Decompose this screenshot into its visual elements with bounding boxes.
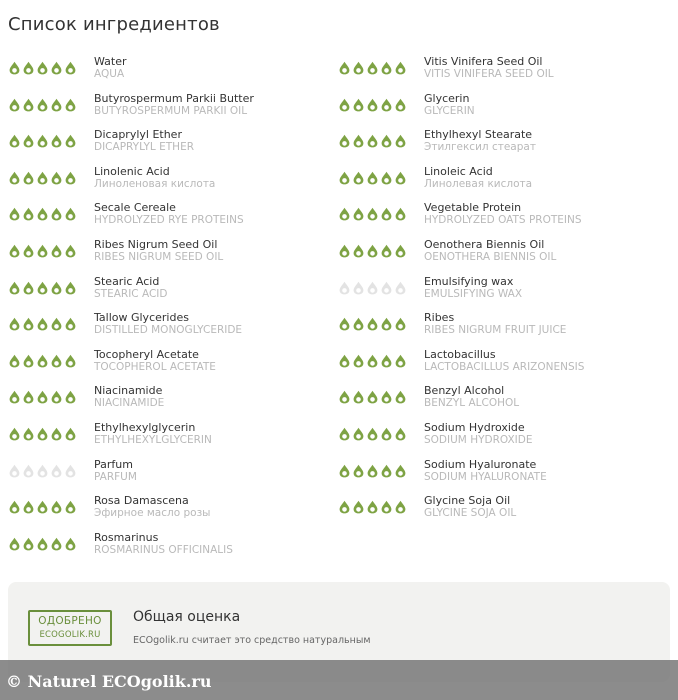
drop-icon bbox=[36, 500, 49, 514]
ingredient-item[interactable] bbox=[338, 90, 668, 127]
ingredient-inci-name: HYDROLYZED RYE PROTEINS bbox=[94, 214, 244, 227]
drop-icon bbox=[8, 464, 21, 478]
drop-icon bbox=[36, 281, 49, 295]
ingredient-item[interactable] bbox=[8, 382, 338, 419]
drop-icon bbox=[352, 281, 365, 295]
drop-icon bbox=[36, 464, 49, 478]
ingredient-name[interactable]: Niacinamide bbox=[94, 384, 163, 398]
drop-icon bbox=[50, 61, 63, 75]
drop-icon bbox=[50, 171, 63, 185]
ingredient-name[interactable]: Lactobacillus bbox=[424, 347, 496, 361]
ingredients-right-column bbox=[338, 53, 668, 529]
drop-icon bbox=[8, 98, 21, 112]
drop-icon bbox=[36, 134, 49, 148]
ingredient-name[interactable]: Ethylhexyl Stearate bbox=[424, 128, 533, 142]
drop-icon bbox=[338, 281, 351, 295]
drop-icon bbox=[64, 464, 77, 478]
drop-icon bbox=[8, 427, 21, 441]
drop-icon bbox=[64, 390, 77, 404]
ingredient-inci-name: Линоленовая кислота bbox=[94, 177, 216, 190]
drop-icon bbox=[352, 207, 365, 221]
drop-icon bbox=[394, 98, 407, 112]
ingredient-inci-name: GLYCERIN bbox=[424, 104, 475, 117]
drop-icon bbox=[8, 500, 21, 514]
ingredient-name[interactable]: Linoleic Acid bbox=[424, 164, 493, 178]
ingredient-rating bbox=[338, 207, 407, 221]
drop-icon bbox=[50, 207, 63, 221]
drop-icon bbox=[64, 98, 77, 112]
ingredient-inci-name: ETHYLHEXYLGLYCERIN bbox=[94, 433, 212, 446]
drop-icon bbox=[8, 207, 21, 221]
ingredient-rating bbox=[338, 500, 407, 514]
ingredient-item[interactable] bbox=[338, 199, 668, 236]
drop-icon bbox=[50, 281, 63, 295]
drop-icon bbox=[64, 171, 77, 185]
ingredient-name[interactable]: Vegetable Protein bbox=[424, 201, 522, 215]
drop-icon bbox=[36, 427, 49, 441]
ingredient-name[interactable]: Glycine Soja Oil bbox=[424, 494, 511, 508]
drop-icon bbox=[22, 427, 35, 441]
ingredient-rating bbox=[8, 134, 77, 148]
drop-icon bbox=[394, 354, 407, 368]
ingredient-name[interactable]: Ethylhexylglycerin bbox=[94, 420, 196, 434]
drop-icon bbox=[352, 427, 365, 441]
drop-icon bbox=[380, 98, 393, 112]
ingredient-inci-name: DISTILLED MONOGLYCERIDE bbox=[94, 324, 243, 337]
ingredient-item[interactable] bbox=[338, 126, 668, 163]
ingredient-rating bbox=[8, 171, 77, 185]
drop-icon bbox=[50, 537, 63, 551]
ingredient-name[interactable]: Dicaprylyl Ether bbox=[94, 128, 182, 142]
ingredient-item[interactable] bbox=[8, 309, 338, 346]
drop-icon bbox=[352, 134, 365, 148]
drop-icon bbox=[50, 390, 63, 404]
ingredient-inci-name: Этилгексил стеарат bbox=[424, 141, 536, 154]
drop-icon bbox=[338, 354, 351, 368]
drop-icon bbox=[338, 244, 351, 258]
drop-icon bbox=[352, 171, 365, 185]
drop-icon bbox=[380, 500, 393, 514]
ingredient-inci-name: ROSMARINUS OFFICINALIS bbox=[94, 543, 233, 556]
ingredient-item[interactable] bbox=[338, 309, 668, 346]
ingredient-rating bbox=[338, 464, 407, 478]
ingredient-inci-name: Эфирное масло розы bbox=[94, 507, 211, 520]
ingredient-rating bbox=[8, 61, 77, 75]
drop-icon bbox=[338, 317, 351, 331]
drop-icon bbox=[394, 427, 407, 441]
watermark-text: © Naturel ECOgolik.ru bbox=[6, 672, 212, 691]
drop-icon bbox=[50, 427, 63, 441]
ingredient-rating bbox=[8, 390, 77, 404]
drop-icon bbox=[366, 500, 379, 514]
ingredient-item[interactable] bbox=[338, 492, 668, 529]
ingredient-rating bbox=[8, 464, 77, 478]
ingredient-rating bbox=[8, 317, 77, 331]
ingredient-item[interactable] bbox=[338, 419, 668, 456]
drop-icon bbox=[338, 464, 351, 478]
ingredient-name[interactable]: Parfum bbox=[94, 457, 133, 471]
drop-icon bbox=[22, 281, 35, 295]
overall-rating-title: Общая оценка bbox=[133, 609, 241, 625]
ingredient-name[interactable]: Ribes bbox=[424, 311, 455, 325]
ingredient-inci-name: VITIS VINIFERA SEED OIL bbox=[424, 68, 554, 80]
drop-icon bbox=[380, 207, 393, 221]
drop-icon bbox=[352, 354, 365, 368]
ingredient-item[interactable] bbox=[8, 346, 338, 383]
drop-icon bbox=[36, 537, 49, 551]
drop-icon bbox=[352, 61, 365, 75]
drop-icon bbox=[64, 207, 77, 221]
drop-icon bbox=[36, 244, 49, 258]
drop-icon bbox=[366, 61, 379, 75]
ingredient-rating bbox=[8, 244, 77, 258]
drop-icon bbox=[50, 500, 63, 514]
ingredient-item[interactable] bbox=[8, 273, 338, 310]
drop-icon bbox=[394, 390, 407, 404]
drop-icon bbox=[8, 317, 21, 331]
ingredient-inci-name: TOCOPHEROL ACETATE bbox=[94, 360, 216, 373]
drop-icon bbox=[50, 244, 63, 258]
drop-icon bbox=[338, 390, 351, 404]
ingredient-rating bbox=[8, 207, 77, 221]
drop-icon bbox=[352, 98, 365, 112]
drop-icon bbox=[366, 207, 379, 221]
drop-icon bbox=[394, 207, 407, 221]
drop-icon bbox=[366, 427, 379, 441]
drop-icon bbox=[380, 317, 393, 331]
ingredient-inci-name: BUTYROSPERMUM PARKII OIL bbox=[94, 104, 248, 117]
drop-icon bbox=[380, 134, 393, 148]
drop-icon bbox=[366, 354, 379, 368]
ingredient-name[interactable]: Butyrospermum Parkii Butter bbox=[94, 91, 254, 105]
ingredient-rating bbox=[338, 61, 407, 75]
ingredient-rating bbox=[338, 281, 407, 295]
drop-icon bbox=[36, 98, 49, 112]
drop-icon bbox=[352, 500, 365, 514]
drop-icon bbox=[8, 281, 21, 295]
drop-icon bbox=[366, 317, 379, 331]
ingredient-inci-name: HYDROLYZED OATS PROTEINS bbox=[424, 214, 582, 227]
drop-icon bbox=[64, 244, 77, 258]
ingredient-name[interactable]: Emulsifying wax bbox=[424, 274, 514, 288]
drop-icon bbox=[352, 390, 365, 404]
ingredient-inci-name: OENOTHERA BIENNIS OIL bbox=[424, 250, 557, 263]
drop-icon bbox=[380, 281, 393, 295]
stamp-line1: ОДОБРЕНО bbox=[38, 615, 102, 627]
drop-icon bbox=[394, 134, 407, 148]
drop-icon bbox=[36, 207, 49, 221]
drop-icon bbox=[64, 317, 77, 331]
drop-icon bbox=[394, 317, 407, 331]
ingredient-inci-name: SODIUM HYALURONATE bbox=[424, 470, 547, 483]
ingredient-inci-name: EMULSIFYING WAX bbox=[424, 287, 523, 300]
ingredient-item[interactable] bbox=[338, 273, 668, 310]
drop-icon bbox=[64, 281, 77, 295]
ingredient-rating bbox=[338, 98, 407, 112]
drop-icon bbox=[380, 464, 393, 478]
drop-icon bbox=[394, 281, 407, 295]
stamp-line2: ECOGOLIK.RU bbox=[39, 630, 101, 640]
drop-icon bbox=[394, 171, 407, 185]
drop-icon bbox=[64, 61, 77, 75]
drop-icon bbox=[36, 390, 49, 404]
ingredient-name[interactable]: Sodium Hyaluronate bbox=[424, 457, 537, 471]
ingredient-rating bbox=[338, 134, 407, 148]
drop-icon bbox=[36, 61, 49, 75]
ingredient-item[interactable] bbox=[338, 456, 668, 493]
ingredient-rating bbox=[338, 390, 407, 404]
drop-icon bbox=[338, 427, 351, 441]
ingredient-name[interactable]: Oenothera Biennis Oil bbox=[424, 237, 545, 251]
drop-icon bbox=[352, 244, 365, 258]
drop-icon bbox=[8, 537, 21, 551]
ingredient-inci-name: RIBES NIGRUM FRUIT JUICE bbox=[424, 324, 567, 337]
drop-icon bbox=[366, 134, 379, 148]
ingredient-inci-name: SODIUM HYDROXIDE bbox=[424, 433, 533, 446]
ingredient-name[interactable]: Rosmarinus bbox=[94, 530, 159, 544]
ingredient-item[interactable] bbox=[338, 346, 668, 383]
ingredient-rating bbox=[338, 171, 407, 185]
drop-icon bbox=[352, 464, 365, 478]
ingredient-rating bbox=[8, 281, 77, 295]
approved-stamp bbox=[28, 610, 112, 646]
drop-icon bbox=[380, 61, 393, 75]
drop-icon bbox=[22, 317, 35, 331]
ingredient-name[interactable]: Rosa Damascena bbox=[94, 494, 189, 508]
ingredient-item[interactable] bbox=[8, 529, 338, 566]
drop-icon bbox=[22, 207, 35, 221]
drop-icon bbox=[36, 171, 49, 185]
ingredient-inci-name: DICAPRYLYL ETHER bbox=[94, 141, 194, 154]
ingredient-name[interactable]: Secale Cereale bbox=[94, 201, 176, 215]
ingredient-rating bbox=[8, 427, 77, 441]
drop-icon bbox=[394, 464, 407, 478]
drop-icon bbox=[64, 427, 77, 441]
ingredient-item[interactable] bbox=[8, 163, 338, 200]
drop-icon bbox=[394, 500, 407, 514]
ingredient-item[interactable] bbox=[8, 90, 338, 127]
drop-icon bbox=[338, 61, 351, 75]
drop-icon bbox=[8, 244, 21, 258]
ingredient-name[interactable]: Benzyl Alcohol bbox=[424, 384, 505, 398]
drop-icon bbox=[22, 134, 35, 148]
drop-icon bbox=[8, 171, 21, 185]
ingredient-item[interactable] bbox=[8, 53, 338, 90]
ingredient-rating bbox=[338, 427, 407, 441]
drop-icon bbox=[338, 207, 351, 221]
drop-icon bbox=[394, 244, 407, 258]
drop-icon bbox=[64, 500, 77, 514]
drop-icon bbox=[22, 61, 35, 75]
drop-icon bbox=[366, 281, 379, 295]
drop-icon bbox=[36, 317, 49, 331]
ingredient-rating bbox=[8, 537, 77, 551]
ingredient-name[interactable]: Glycerin bbox=[424, 91, 470, 105]
drop-icon bbox=[50, 317, 63, 331]
ingredient-inci-name: Линолевая кислота bbox=[424, 177, 533, 190]
drop-icon bbox=[50, 464, 63, 478]
overall-rating-text: ECOgolik.ru считает это средство натуральным bbox=[133, 635, 371, 646]
ingredient-item[interactable] bbox=[338, 382, 668, 419]
ingredient-name[interactable]: Linolenic Acid bbox=[94, 164, 170, 178]
drop-icon bbox=[22, 171, 35, 185]
drop-icon bbox=[380, 390, 393, 404]
drop-icon bbox=[8, 61, 21, 75]
ingredient-name[interactable]: Ribes Nigrum Seed Oil bbox=[94, 237, 218, 251]
drop-icon bbox=[366, 98, 379, 112]
ingredient-rating bbox=[8, 98, 77, 112]
drop-icon bbox=[22, 464, 35, 478]
ingredient-rating bbox=[338, 244, 407, 258]
page-title: Список ингредиентов bbox=[8, 14, 220, 35]
ingredient-item[interactable] bbox=[8, 199, 338, 236]
ingredient-rating bbox=[338, 354, 407, 368]
drop-icon bbox=[338, 98, 351, 112]
drop-icon bbox=[22, 500, 35, 514]
ingredient-inci-name: RIBES NIGRUM SEED OIL bbox=[94, 250, 224, 263]
drop-icon bbox=[64, 354, 77, 368]
ingredient-name[interactable]: Sodium Hydroxide bbox=[424, 420, 525, 434]
drop-icon bbox=[380, 354, 393, 368]
ingredient-inci-name: STEARIC ACID bbox=[94, 287, 168, 300]
ingredient-item[interactable] bbox=[338, 53, 668, 90]
drop-icon bbox=[22, 537, 35, 551]
ingredient-item[interactable] bbox=[8, 492, 338, 529]
ingredient-inci-name: LACTOBACILLUS ARIZONENSIS bbox=[424, 360, 585, 373]
ingredient-name[interactable]: Tocopheryl Acetate bbox=[94, 347, 199, 361]
drop-icon bbox=[380, 171, 393, 185]
ingredient-rating bbox=[8, 500, 77, 514]
drop-icon bbox=[22, 244, 35, 258]
drop-icon bbox=[338, 500, 351, 514]
drop-icon bbox=[338, 134, 351, 148]
ingredient-inci-name: PARFUM bbox=[94, 470, 137, 483]
drop-icon bbox=[380, 244, 393, 258]
drop-icon bbox=[380, 427, 393, 441]
drop-icon bbox=[50, 134, 63, 148]
watermark-bar bbox=[0, 660, 678, 700]
ingredient-name[interactable]: Stearic Acid bbox=[94, 274, 160, 288]
drop-icon bbox=[50, 98, 63, 112]
ingredient-inci-name: AQUA bbox=[94, 68, 125, 80]
drop-icon bbox=[64, 134, 77, 148]
ingredient-item[interactable] bbox=[8, 419, 338, 456]
drop-icon bbox=[366, 244, 379, 258]
drop-icon bbox=[366, 390, 379, 404]
drop-icon bbox=[8, 134, 21, 148]
ingredient-item[interactable] bbox=[8, 236, 338, 273]
drop-icon bbox=[352, 317, 365, 331]
drop-icon bbox=[50, 354, 63, 368]
drop-icon bbox=[366, 464, 379, 478]
drop-icon bbox=[394, 61, 407, 75]
ingredients-left-column bbox=[8, 53, 338, 565]
ingredient-item[interactable] bbox=[338, 236, 668, 273]
drop-icon bbox=[36, 354, 49, 368]
ingredient-rating bbox=[8, 354, 77, 368]
drop-icon bbox=[22, 354, 35, 368]
ingredient-item[interactable] bbox=[338, 163, 668, 200]
ingredient-rating bbox=[338, 317, 407, 331]
ingredient-name[interactable]: Water bbox=[94, 55, 127, 68]
ingredient-item[interactable] bbox=[8, 126, 338, 163]
drop-icon bbox=[8, 354, 21, 368]
ingredient-inci-name: GLYCINE SOJA OIL bbox=[424, 507, 517, 520]
ingredient-item[interactable] bbox=[8, 456, 338, 493]
drop-icon bbox=[8, 390, 21, 404]
ingredient-name[interactable]: Tallow Glycerides bbox=[94, 311, 189, 325]
ingredient-name[interactable]: Vitis Vinifera Seed Oil bbox=[424, 55, 543, 68]
drop-icon bbox=[22, 98, 35, 112]
drop-icon bbox=[366, 171, 379, 185]
ingredient-inci-name: BENZYL ALCOHOL bbox=[424, 397, 520, 410]
drop-icon bbox=[338, 171, 351, 185]
ingredient-inci-name: NIACINAMIDE bbox=[94, 397, 165, 410]
drop-icon bbox=[64, 537, 77, 551]
drop-icon bbox=[22, 390, 35, 404]
